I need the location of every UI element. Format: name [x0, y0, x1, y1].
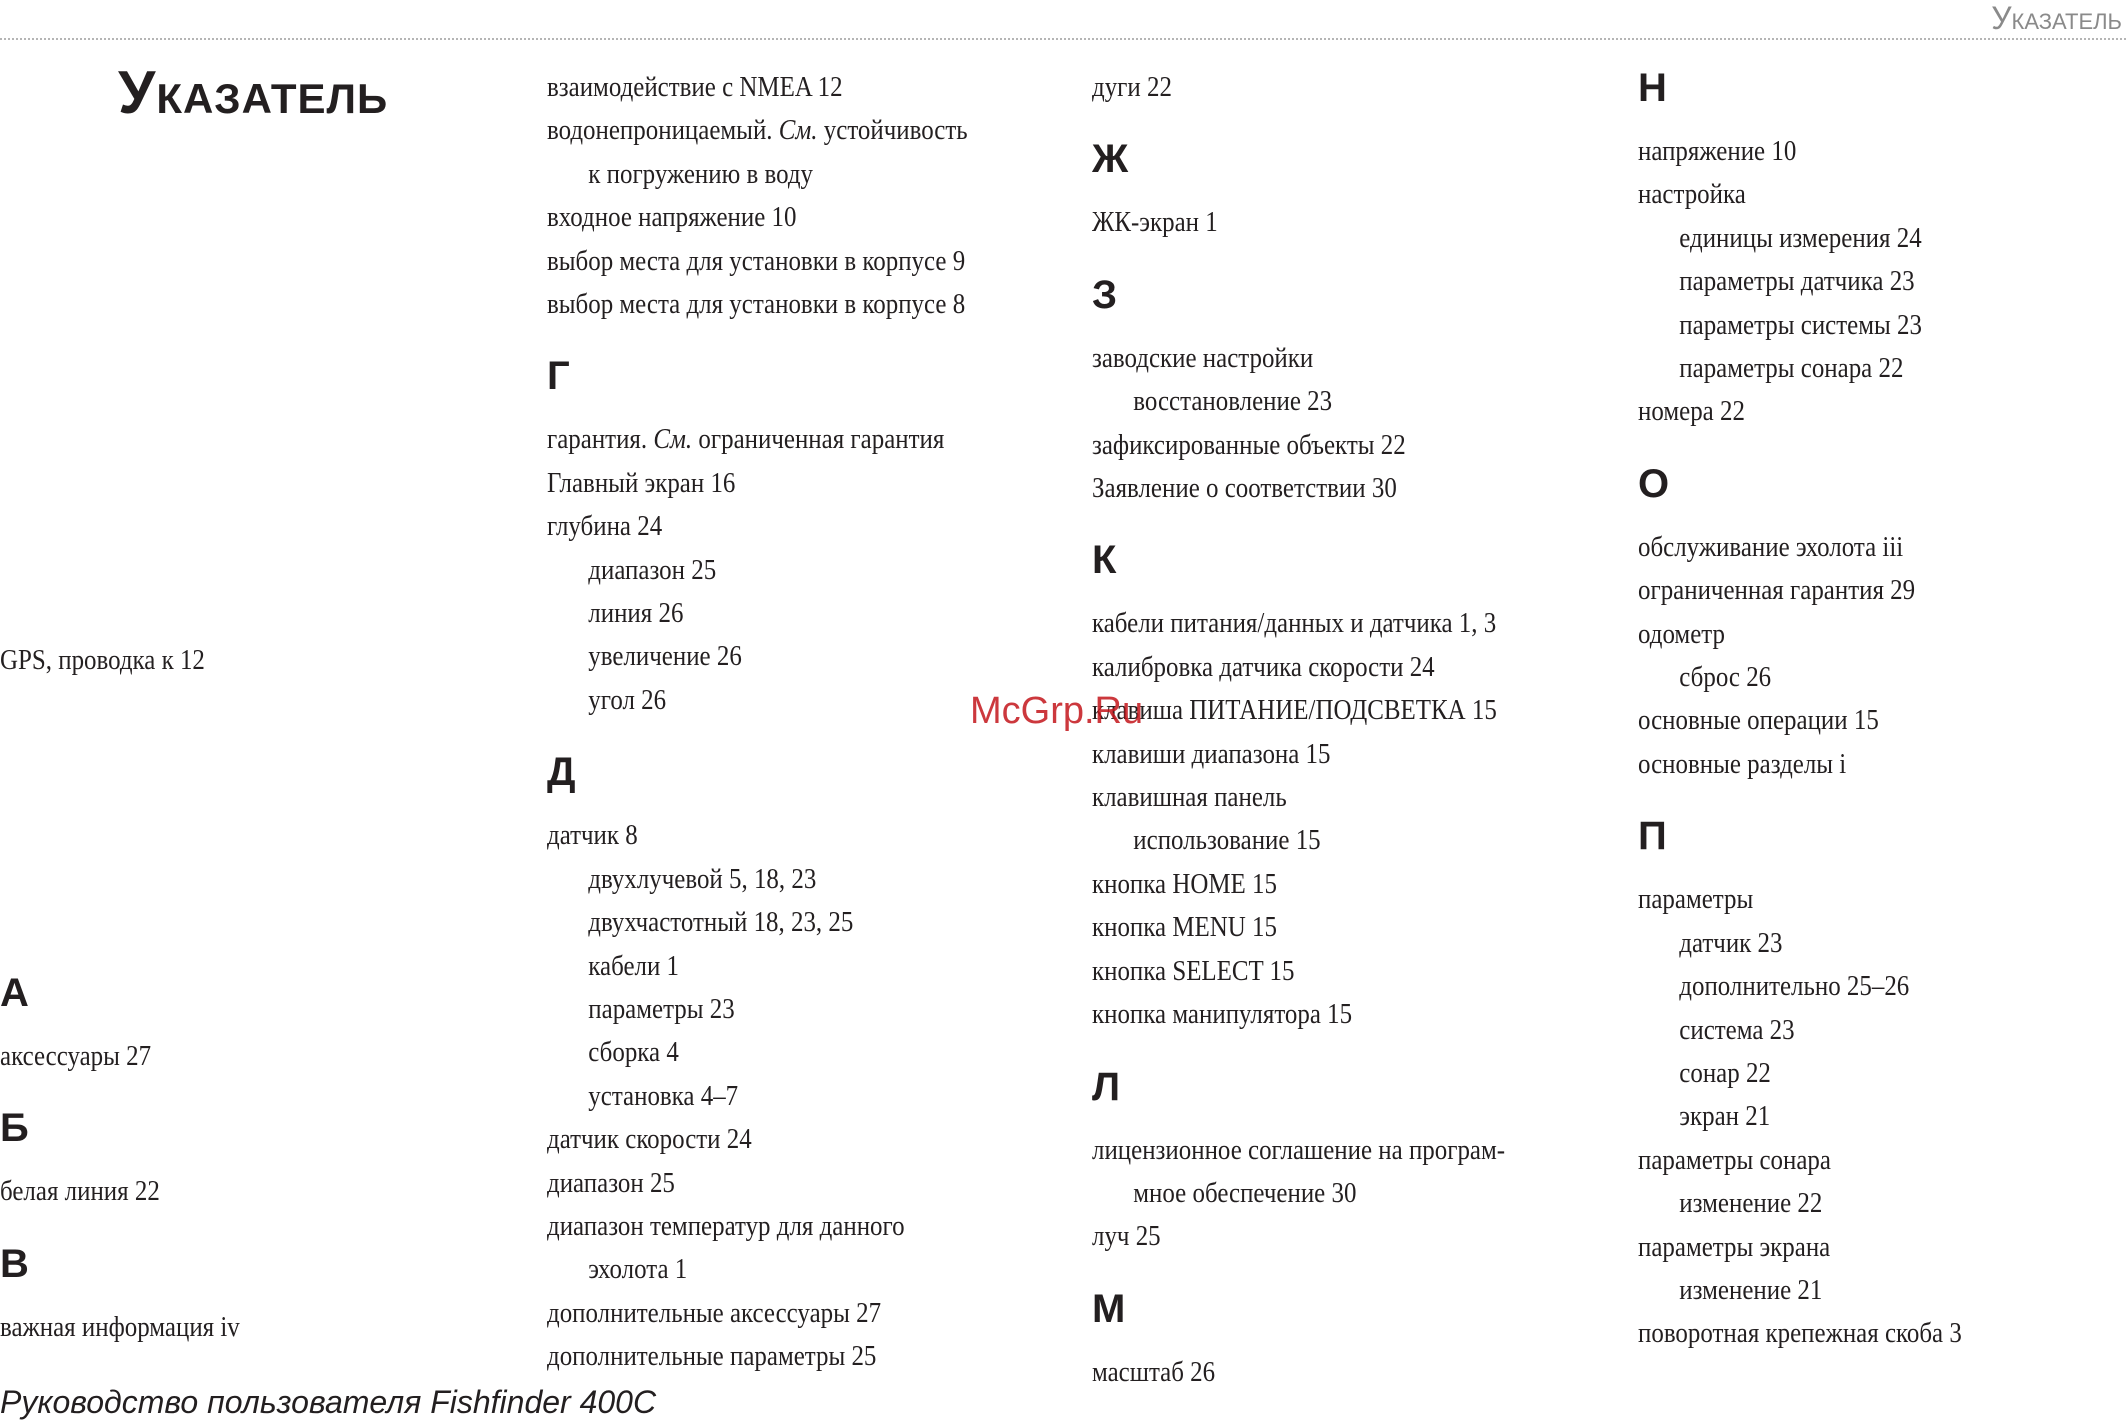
index-entry: одометр [1638, 617, 1725, 650]
index-entry: ограниченная гарантия 29 [1638, 574, 1916, 607]
index-entry: кнопка манипулятора 15 [1092, 998, 1353, 1031]
letter-heading-p: П [1638, 814, 1667, 859]
index-entry: датчик 8 [547, 819, 638, 852]
index-entry: настройка [1638, 178, 1746, 211]
index-subentry: диапазон 25 [588, 553, 717, 586]
index-column-1 [0, 639, 470, 682]
index-subentry: сброс 26 [1679, 661, 1772, 694]
index-entry: датчик скорости 24 [547, 1123, 752, 1156]
index-entry: дуги 22 [1092, 71, 1172, 103]
entry-text: гарантия. [547, 423, 654, 456]
letter-heading-a: А [0, 971, 29, 1015]
index-subentry: система 23 [1679, 1013, 1795, 1046]
index-entry: кнопка MENU 15 [1092, 911, 1277, 944]
entry-text: устойчивость [817, 114, 968, 147]
index-entry: заводские настройки [1092, 341, 1314, 374]
index-subentry: линия 26 [588, 597, 684, 630]
index-subentry: экран 21 [1679, 1100, 1771, 1133]
running-head: Указатель [1991, 0, 2122, 36]
letter-heading-v: В [0, 1241, 29, 1286]
index-entry-continuation: к погружению в воду [588, 157, 814, 190]
index-subentry: изменение 21 [1679, 1273, 1823, 1306]
footer: Руководство пользователя Fishfinder 400C [0, 1384, 657, 1420]
index-entry: взаимодействие с NMEA 12 [547, 71, 843, 103]
index-subentry: увеличение 26 [588, 640, 742, 673]
index-entry [547, 418, 994, 461]
index-subentry: единицы измерения 24 [1679, 221, 1922, 254]
index-entry: важная информация iv [0, 1310, 240, 1343]
letter-heading-zh: Ж [1092, 137, 1129, 182]
entry-text: водонепроницаемый. [547, 114, 779, 147]
index-entry: выбор места для установки в корпусе 8 [547, 288, 966, 321]
index-subentry: кабели 1 [588, 949, 680, 982]
index-entry: поворотная крепежная скоба 3 [1638, 1317, 1962, 1350]
letter-heading-d: Д [547, 750, 576, 795]
letter-heading-b: Б [0, 1106, 29, 1151]
letter-heading-z: З [1092, 272, 1118, 317]
header-rule [0, 38, 2126, 40]
index-entry: кнопка SELECT 15 [1092, 954, 1295, 987]
letter-heading-o: О [1638, 461, 1670, 506]
index-entry: лицензионное соглашение на програм- [1092, 1133, 1506, 1166]
index-entry: аксессуары 27 [0, 1040, 152, 1072]
index-column-1-letters [0, 963, 470, 1349]
index-subentry: восстановление 23 [1133, 385, 1333, 418]
index-subentry: датчик 23 [1679, 926, 1783, 959]
see-reference: См. [778, 114, 818, 147]
index-entry: кабели питания/данных и датчика 1, 3 [1092, 607, 1497, 640]
index-entry: выбор места для установки в корпусе 9 [547, 244, 966, 277]
index-subentry: установка 4–7 [588, 1079, 739, 1112]
index-entry: номера 22 [1638, 395, 1745, 428]
index-entry: напряжение 10 [1638, 135, 1797, 167]
index-entry: масштаб 26 [1092, 1355, 1216, 1388]
index-subentry: изменение 22 [1679, 1187, 1823, 1220]
index-entry: основные операции 15 [1638, 704, 1879, 737]
index-entry: зафиксированные объекты 22 [1092, 428, 1406, 461]
letter-heading-m: М [1092, 1286, 1126, 1331]
index-entry: диапазон температур для данного [547, 1209, 905, 1242]
index-entry: диапазон 25 [547, 1166, 675, 1199]
entry-text: ограниченная гарантия [692, 423, 945, 456]
index-entry: клавиши диапазона 15 [1092, 737, 1331, 770]
index-entry: обслуживание эхолота iii [1638, 530, 1904, 563]
index-entry: входное напряжение 10 [547, 201, 797, 234]
index-entry: белая линия 22 [0, 1175, 160, 1208]
index-entry: GPS, проводка к 12 [0, 644, 205, 676]
index-entry: клавиша ПИТАНИЕ/ПОДСВЕТКА 15 [1092, 694, 1497, 727]
index-subentry: двухчастотный 18, 23, 25 [588, 906, 854, 939]
index-entry: глубина 24 [547, 510, 663, 543]
index-entry: Заявление о соответствии 30 [1092, 472, 1397, 505]
index-entry-continuation: мное обеспечение 30 [1133, 1176, 1357, 1209]
letter-heading-n: Н [1638, 66, 1667, 110]
index-entry: клавишная панель [1092, 781, 1287, 814]
index-column-3 [1092, 66, 1612, 1394]
index-entry: луч 25 [1092, 1220, 1161, 1253]
index-column-4 [1638, 58, 2118, 1356]
index-entry [547, 109, 994, 152]
index-subentry: использование 15 [1133, 824, 1321, 857]
letter-heading-k: К [1092, 538, 1117, 583]
index-subentry: параметры 23 [588, 992, 735, 1025]
index-entry: калибровка датчика скорости 24 [1092, 650, 1435, 683]
index-subentry: сонар 22 [1679, 1056, 1771, 1089]
index-entry: дополнительные аксессуары 27 [547, 1296, 882, 1329]
letter-heading-g: Г [547, 354, 570, 399]
index-subentry: дополнительно 25–26 [1679, 970, 1910, 1003]
index-subentry: параметры сонара 22 [1679, 352, 1904, 385]
index-entry: параметры сонара [1638, 1143, 1831, 1176]
watermark: McGrp.Ru [970, 690, 1144, 732]
index-subentry: параметры датчика 23 [1679, 265, 1915, 298]
see-reference: См. [653, 423, 693, 456]
index-subentry: угол 26 [588, 683, 667, 716]
index-subentry: сборка 4 [588, 1036, 679, 1069]
index-entry: ЖК-экран 1 [1092, 206, 1218, 239]
index-subentry: параметры системы 23 [1679, 308, 1922, 341]
index-entry: дополнительные параметры 25 [547, 1340, 877, 1373]
index-entry-continuation: эхолота 1 [588, 1253, 688, 1286]
letter-heading-l: Л [1092, 1064, 1121, 1109]
index-entry: параметры экрана [1638, 1230, 1831, 1263]
index-subentry: двухлучевой 5, 18, 23 [588, 862, 817, 895]
index-entry: Главный экран 16 [547, 466, 736, 499]
index-entry: кнопка HOME 15 [1092, 867, 1277, 900]
index-entry: основные разделы i [1638, 747, 1847, 780]
page-title: Указатель [118, 59, 389, 126]
index-entry: параметры [1638, 883, 1754, 916]
